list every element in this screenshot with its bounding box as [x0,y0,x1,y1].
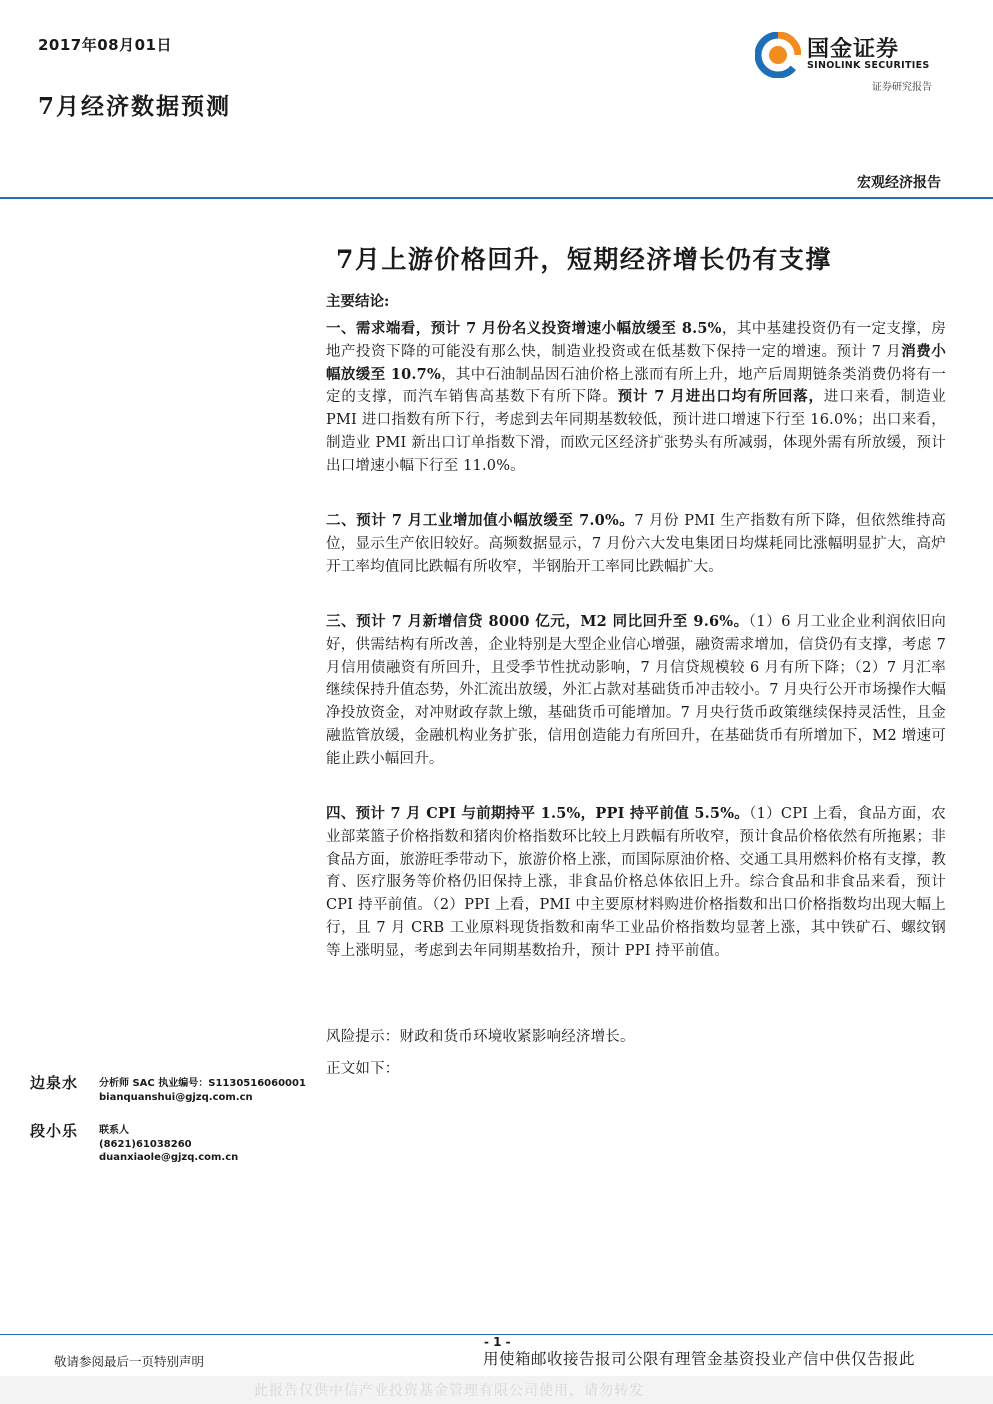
p1-text-3: 进口来看，制造业 PMI 进口指数有所下行，考虑到去年同期基数较低，预计进口增速下行至 16.0%；出口来看，制造业 PMI 新出口订单指数下滑，而欧元区经济扩张势头有所减弱，体现外需有所放缓，预计出口增速小幅下行至 11.0%。 [326,389,946,474]
contact-phone: (8621)61038260 [99,1138,192,1150]
contact-info [99,1124,238,1165]
page-number: - 1 - [484,1335,511,1349]
logo-subtitle: 证券研究报告 [872,82,932,93]
p2-text-1: 7 月份 PMI 生产指数有所下降，但依然维持高位，显示生产依旧较好。高频数据显示，7 月份六大发电集团日均煤耗同比涨幅明显扩大，高炉开工率均值同比跌幅有所收窄，半钢胎开工率同比跌幅扩大。 [326,513,946,575]
p3-text-1: （1）6 月工业企业利润依旧向好，供需结构有所改善，企业特别是大型企业信心增强，融资需求增加，信贷仍有支撑，考虑 7 月信用债融资有所回升，且受季节性扰动影响，7 月信贷规模较 6 月有所下降；（2）7 月汇率继续保持升值态势，外汇流出放缓，外汇占款对基础货币冲击较小。7 月央行公开市场操作大幅净投放资金，对冲财政存款上缴，基础货币可能增加。7 月央行货币政策继续保持灵活性，且金融监管放缓，金融机构业务扩张，信用创造能力有所回升，在基础货币有所增加下，M2 增速可能止跌小幅回升。 [326,614,946,767]
headline: 7月上游价格回升，短期经济增长仍有支撑 [336,245,832,274]
contact-name: 段小乐 [30,1122,79,1140]
sinolink-logo-icon [755,32,801,78]
analyst-role: 分析师 SAC 执业编号：S1130516060001 [99,1078,306,1089]
p1-text-2: ，其中石油制品因石油价格上涨而有所上升，地产后周期链条类消费仍将有一定的支撑，而汽车销售高基数下有所下降。 [326,366,946,406]
p4-text-1: （1）CPI 上看，食品方面，农业部菜篮子价格指数和猪肉价格指数环比较上月跌幅有所收窄，预计食品价格依然有所拖累；非食品方面，旅游旺季带动下，旅游价格上涨，而国际原油价格、交通工具用燃料价格有支撑，教育、医疗服务等价格仍旧保持上涨，非食品价格总体依旧上升。综合食品和非食品来看，预计 CPI 持平前值。（2）PPI 上看，PMI 中主要原材料购进价格指数和出口价格指数均出现大幅上行，且 7 月 CRB 工业原料现货指数和南华工业品价格指数均显著上涨，其中铁矿石、螺纹钢等上涨明显，考虑到去年同期基数抬升，预计 PPI 持平前值。 [326,806,946,959]
analyst-name: 边泉水 [30,1074,79,1092]
p1-bold-2: 消费小幅放缓至 10.7% [326,342,946,383]
report-date: 2017年08月01日 [38,36,172,54]
analyst-info [99,1077,306,1104]
p1-bold-3: 预计 7 月进出口均有所回落， [617,388,824,406]
logo-chinese-name: 国金证券 [807,37,900,62]
watermark-text: 此报告仅供中信产业投资基金管理有限公司使用，请勿转发 [254,1383,644,1399]
usage-notice: 用使箱邮收接告报司公限有理管金基资投业产信中供仅告报此 [483,1350,916,1368]
contact-email[interactable]: duanxiaole@gjzq.com.cn [99,1152,239,1163]
p4-bold-1: 四、预计 7 月 CPI 与前期持平 1.5%，PPI 持平前值 5.5%。 [326,805,750,822]
conclusion-paragraph-2 [326,510,946,578]
logo-english-name: SINOLINK SECURITIES [807,60,930,71]
report-title: 7月经济数据预测 [38,93,232,120]
analyst-email[interactable]: bianquanshui@gjzq.com.cn [99,1091,253,1103]
conclusion-paragraph-3 [326,611,946,771]
conclusion-paragraph-4 [326,803,946,963]
p1-text-1: ，其中基建投资仍有一定支撑，房地产投资下降的可能没有那么快，制造业投资或在低基数下保持一定的增速。预计 7 月 [326,321,946,360]
contact-role: 联系人 [99,1125,129,1136]
report-type: 宏观经济报告 [857,175,941,191]
company-logo [755,30,955,100]
risk-warning: 风险提示：财政和货币环境收紧影响经济增长。 [326,1029,635,1045]
p1-bold-1: 一、需求端看，预计 7 月份名义投资增速小幅放缓至 8.5% [326,320,722,337]
body-follows-label: 正文如下： [326,1061,400,1077]
header-divider [0,197,993,199]
p2-bold-1: 二、预计 7 月工业增加值小幅放缓至 7.0%。 [326,512,635,529]
p3-bold-1: 三、预计 7 月新增信贷 8000 亿元，M2 同比回升至 9.6%。 [326,613,749,630]
conclusion-label: 主要结论: [326,293,390,310]
disclaimer-note: 敬请参阅最后一页特别声明 [54,1354,205,1369]
conclusion-paragraph-1 [326,318,946,478]
